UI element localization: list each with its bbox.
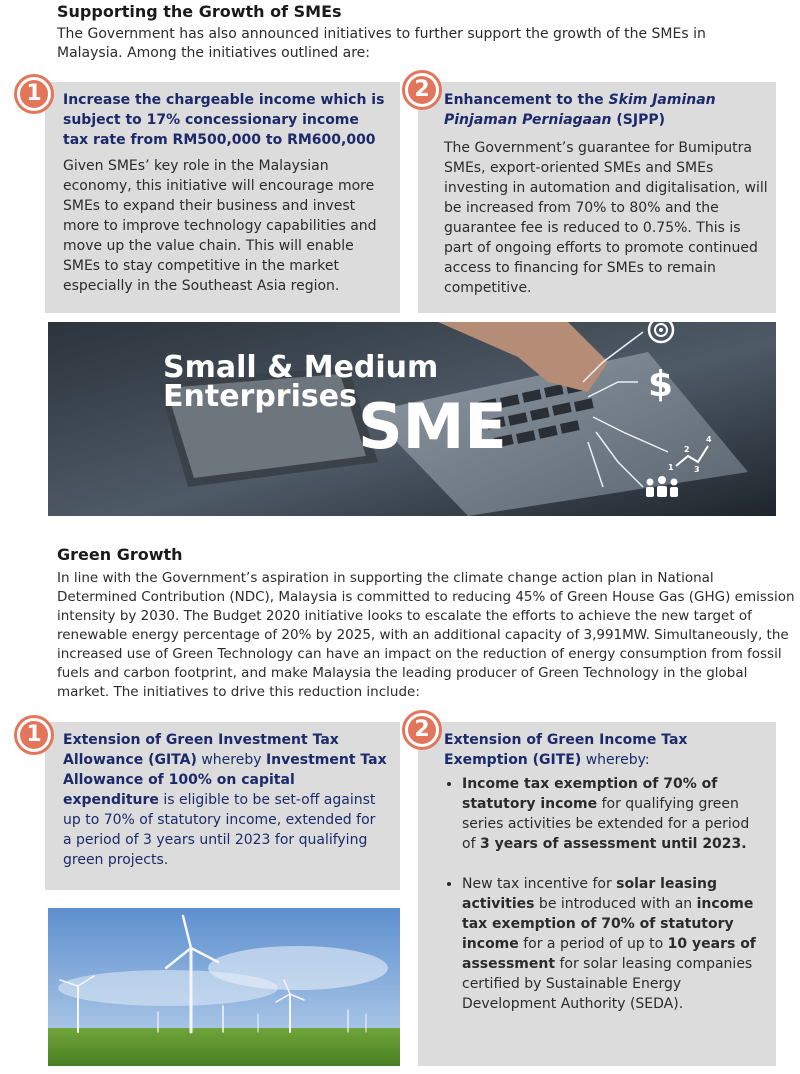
sme-card-2 bbox=[418, 82, 776, 313]
gite-bullet-1-bold-2: 3 years of assessment until 2023. bbox=[479, 836, 747, 852]
number-badge-2 bbox=[402, 70, 442, 110]
sme-card-2-title-prefix: Enhancement to the bbox=[444, 92, 609, 108]
sme-card-2-title-suffix: (SJPP) bbox=[611, 112, 666, 128]
green-card-1-bold-2: Investment Tax Allowance of 100% on capital expenditure bbox=[63, 752, 387, 808]
wind-turbine-image bbox=[48, 908, 400, 1066]
dollar-icon: $ bbox=[648, 364, 674, 405]
gite-bullet-2-bold-2: income tax exemption of 70% of statutory income bbox=[462, 896, 754, 952]
number-badge-3 bbox=[14, 715, 54, 755]
green-card-1-bold-1: Extension of Green Investment Tax Allowance (GITA) bbox=[63, 732, 339, 768]
sme-card-2-body: The Government’s guarantee for Bumiputra SMEs, export-oriented SMEs and SMEs investing in automation and digitalisation, will be increased from 70% to 80% and the guarantee fee is reduced to 0.75%. This is part of ongoing efforts to promote continued access to financing for SMEs to remain competitive. bbox=[444, 140, 768, 296]
step-label-4: 4 bbox=[706, 435, 712, 444]
sme-card-1-title: Increase the chargeable income which is subject to 17% concessionary income tax rate from RM500,000 to RM600,000 bbox=[63, 92, 385, 148]
number-badge-1 bbox=[14, 74, 54, 114]
green-card-2-title-rest: whereby: bbox=[581, 752, 650, 768]
number-badge-4 bbox=[402, 710, 442, 750]
green-card-1 bbox=[45, 722, 400, 890]
step-label-3: 3 bbox=[694, 465, 700, 474]
sme-card-2-title-italic: Skim Jaminan Pinjaman Perniagaan bbox=[444, 92, 716, 128]
green-card-2 bbox=[418, 722, 776, 1066]
gite-bullet-2-text-0: New tax incentive for bbox=[462, 876, 617, 892]
number-badge-1-digit: 1 bbox=[20, 80, 48, 108]
sme-intro: The Government has also announced initiatives to further support the growth of the SMEs in Malaysia. Among the initiatives outlined are: bbox=[57, 26, 706, 61]
sme-banner-image bbox=[48, 322, 776, 516]
green-intro: In line with the Government’s aspiration in supporting the climate change action plan in National Determined Contribution (NDC), Malaysia is committed to reducing 45% of Green House Gas (GHG) emission intensity by 2030. The Budget 2020 initiative looks to escalate the efforts to achieve the new target of renewable energy percentage of 20% by 2025, with an additional capacity of 3,991MW. Simultaneously, the increased use of Green Technology can have an impact on the reduction of energy consumption from fossil fuels and carbon footprint, and make Malaysia the leading producer of Green Technology in the global market. The initiatives to drive this reduction include: bbox=[57, 570, 795, 700]
green-card-1-text bbox=[63, 730, 388, 870]
banner-acronym: SME bbox=[358, 390, 507, 463]
gite-bullet-2-bold-3: 10 years of assessment bbox=[462, 936, 756, 972]
gite-bullet-2-text-2: for a period of up to bbox=[518, 936, 668, 952]
gite-bullet-2-text-1: be introduced with an bbox=[534, 896, 697, 912]
sme-banner-svg bbox=[48, 322, 776, 516]
number-badge-3-digit: 1 bbox=[20, 721, 48, 749]
gite-bullet-1-bold-1: Income tax exemption of 70% of statutory income bbox=[462, 776, 718, 812]
wind-turbine-svg bbox=[48, 908, 400, 1066]
sme-card-1 bbox=[45, 82, 400, 313]
gite-bullet-1-text-1: for qualifying green series activities be extended for a period of bbox=[462, 796, 750, 852]
green-card-2-title bbox=[444, 730, 769, 770]
sme-heading: Supporting the Growth of SMEs bbox=[57, 2, 342, 21]
gite-bullet-2-text-3: for solar leasing companies certified by Sustainable Energy Development Authority (SEDA). bbox=[462, 956, 753, 1012]
banner-line-2: Enterprises bbox=[163, 379, 357, 414]
gite-bullet-2-bold-1: solar leasing activities bbox=[462, 876, 718, 912]
banner-line-1: Small & Medium bbox=[163, 350, 439, 385]
gite-bullet-2 bbox=[462, 874, 764, 1014]
green-card-2-title-bold: Extension of Green Income Tax Exemption (GITE) bbox=[444, 732, 688, 768]
number-badge-4-digit: 2 bbox=[408, 716, 436, 744]
green-card-1-text-2: is eligible to be set-off against up to 70% of statutory income, extended for a period of 3 years until 2023 for qualifying green projects. bbox=[63, 792, 376, 868]
green-card-1-text-1: whereby bbox=[196, 752, 266, 768]
green-heading: Green Growth bbox=[57, 545, 183, 564]
number-badge-2-digit: 2 bbox=[408, 76, 436, 104]
sme-card-2-title bbox=[444, 90, 764, 130]
step-label-2: 2 bbox=[684, 445, 690, 454]
sme-card-1-body: Given SMEs’ key role in the Malaysian economy, this initiative will encourage more SMEs to expand their business and invest more to improve technology capabilities and move up the value chain. This will enable SMEs to stay competitive in the market especially in the Southeast Asia region. bbox=[63, 158, 377, 294]
gite-bullet-list bbox=[444, 774, 764, 1014]
step-label-1: 1 bbox=[668, 463, 674, 472]
gite-bullet-1 bbox=[462, 774, 764, 854]
green-card-2-bullets bbox=[444, 774, 764, 1034]
